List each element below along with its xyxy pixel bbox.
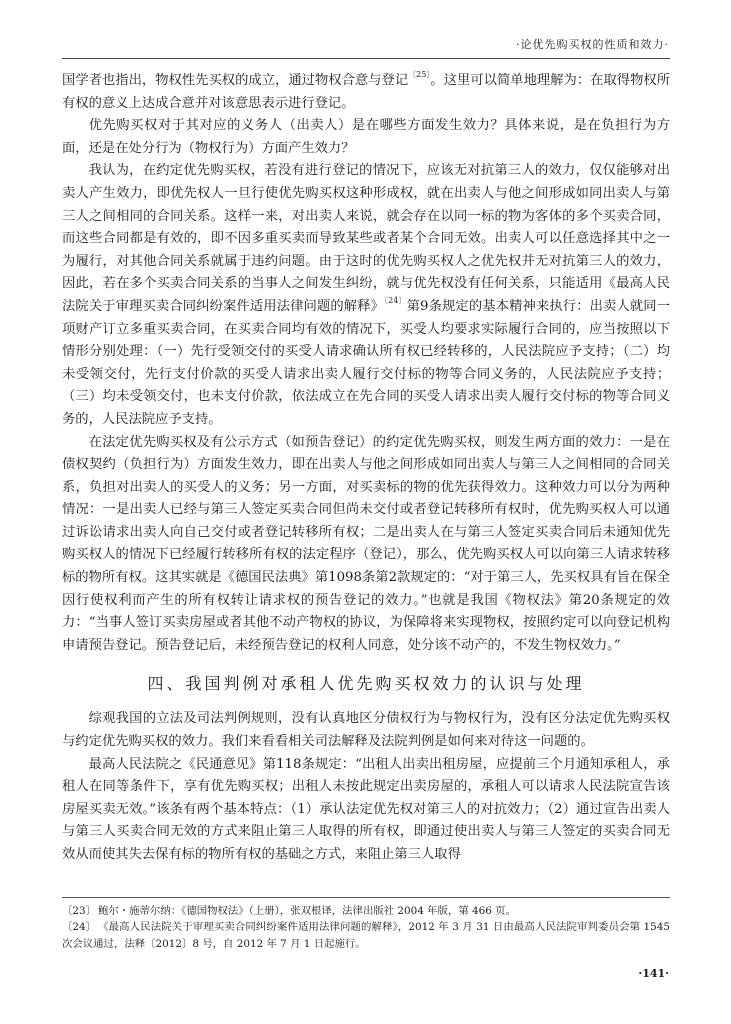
paragraph-3-text-a: 我认为，在约定优先购买权，若没有进行登记的情况下，应该无对抗第三人的效力，仅仅能够对出卖人产生效力，即优先权人一旦行使优先购买权这种形成权，就在出卖人与他之间形成如同出卖人与第三人之间相同的合同关系。这样一来，对出卖人来说，就会存在以同一标的物为客体的多个买卖合同，而这些合同都是有效的，即不因多重买卖而导致某些或者某个合同无效。出卖人可以任意选择其中之一为履行，对其他合同关系就属于违约问题。由于这时的优先购买权人之优先权并无对抗第三人的效力，因此，若在多个买卖合同关系的当事人之间发生纠纷，就与优先权没有任何关系，只能适用《最高人民法院关于审理买卖合同纠纷案件适用法律问题的解释》 bbox=[62, 163, 670, 314]
header-rule bbox=[62, 58, 670, 59]
footnote-ref-24: 〔24〕 bbox=[384, 295, 407, 305]
footnote-number: 〔23〕 bbox=[62, 905, 97, 917]
footnote-number: 〔24〕 bbox=[62, 921, 97, 934]
paragraph-3 bbox=[62, 160, 670, 431]
running-title: ·论优先购买权的性质和效力· bbox=[516, 38, 669, 51]
footnotes bbox=[62, 903, 670, 952]
paragraph-1-text-b: 。这里可以简单地理解为：在取得物权所有权的意义上达成合意并对该意思表示进行登记。 bbox=[62, 73, 671, 111]
footnote-24 bbox=[62, 919, 670, 952]
section-heading: 四、我国判例对承租人优先购买权效力的认识与处理 bbox=[147, 674, 585, 694]
footnote-rule bbox=[62, 897, 670, 898]
main-text bbox=[62, 70, 670, 867]
paragraph-1 bbox=[62, 70, 670, 115]
paragraph-5: 综观我国的立法及司法判例规则，没有认真地区分债权行为与物权行为，没有区分法定优先购买权与约定优先购买权的效力。我们来看看相关司法解释及法院判例是如何来对待这一问题的。 bbox=[62, 711, 670, 750]
footnote-ref-25: 〔25〕 bbox=[408, 69, 431, 79]
paragraph-1-text-a: 国学者也指出，物权性先买权的成立，通过物权合意与登记 bbox=[62, 73, 409, 88]
footnote-23 bbox=[62, 903, 670, 919]
paragraph-6: 最高人民法院之《民通意见》第118条规定：“出租人出卖出租房屋，应提前三个月通知承租人，承租人在同等条件下，享有优先购买权；出租人未按此规定出卖房屋的，承租人可以请求人民法院宣告该房屋买卖无效。”该条有两个基本特点：（1）承认法定优先权对第三人的对抗效力；（2）通过宣告出卖人与第三人买卖合同无效的方式来阻止第三人取得的所有权，即通过使出卖人与第三人签定的买卖合同无效从而使其失去保有标的物所有权的基础之方式，来阻止第三人取得 bbox=[62, 756, 670, 862]
paragraph-2: 优先购买权对于其对应的义务人（出卖人）是在哪些方面发生效力？具体来说，是在负担行为方面，还是在处分行为（物权行为）方面产生效力？ bbox=[62, 118, 670, 156]
paragraph-3-text-b: 第9条规定的基本精神来执行：出卖人就同一项财产订立多重买卖合同，在买卖合同均有效的情况下，买受人均要求实际履行合同的，应当按照以下情形分别处理：（一）先行受领交付的买受人请求确认所有权已经转移的，人民法院应予支持；（二）均未受领交付，先行支付价款的买受人请求出卖人履行交付标的物等合同义务的，人民法院应予支持；（三）均未受领交付，也未支付价款，依法成立在先合同的买受人请求出卖人履行交付标的物等合同义务的，人民法院应予支持。 bbox=[62, 298, 670, 427]
paragraph-4: 在法定优先购买权及有公示方式（如预告登记）的约定优先购买权，则发生两方面的效力：一是在债权契约（负担行为）方面发生效力，即在出卖人与他之间形成如同出卖人与第三人之间相同的合同关系，负担对出卖人的买受人的义务；另一方面，对买卖标的物的优先获得效力。这种效力可以分为两种情况：一是出卖人已经与第三人签定买卖合同但尚未交付或者登记转移所有权时，优先购买权人可以通过诉讼请求出卖人向自己交付或者登记转移所有权；二是出卖人在与第三人签定买卖合同后未通知优先购买权人的情况下已经履行转移所有权的法定程序（登记），那么，优先购买权人可以向第三人请求转移标的物所有权。这其实就是《德国民法典》第1098条第2款规定的：“对于第三人，先买权具有旨在保全因行使权利而产生的所有权转让请求权的预告登记的效力。”也就是我国《物权法》第20条规定的效力：“当事人签订买卖房屋或者其他不动产物权的协议，为保障将来实现物权，按照约定可以向登记机构申请预告登记。预告登记后，未经预告登记的权利人同意，处分该不动产的，不发生物权效力。” bbox=[62, 434, 670, 653]
footnote-text: 鲍尔・施蒂尔纳：《德国物权法》（上册），张双根译，法律出版社 2004 年版，第 466 页。 bbox=[98, 905, 516, 917]
footnote-text: 《最高人民法院关于审理买卖合同纠纷案件适用法律问题的解释》，2012 年 3 月 31 日由最高人民法院审判委员会第 1545 次会议通过，法释〔2012〕8 号，自 2012 年 7 月 1 日起施行。 bbox=[62, 921, 670, 950]
page-number: ·141· bbox=[638, 967, 669, 980]
